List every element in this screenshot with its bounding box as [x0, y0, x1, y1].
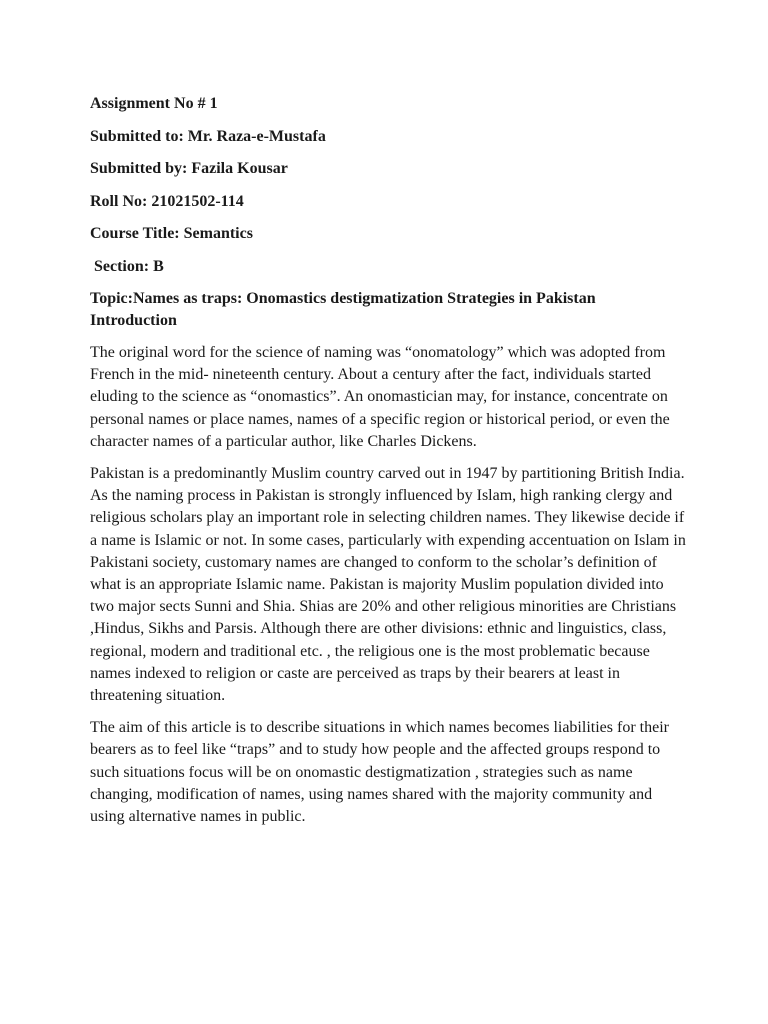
submitted-by: Submitted by: Fazila Kousar — [90, 160, 288, 177]
introduction-heading: Introduction — [90, 312, 177, 329]
course-title: Course Title: Semantics — [90, 225, 253, 242]
submitted-to: Submitted to: Mr. Raza-e-Mustafa — [90, 127, 326, 145]
section: Section: B — [94, 257, 164, 275]
topic-heading: Topic:Names as traps: Onomastics destigmatization Strategies in Pakistan — [90, 290, 596, 307]
paragraph-article-aim: The aim of this article is to describe situations in which names becomes liabilities for their bearers as to feel like “traps” and to study how people and the affected groups respond to such situations focus will be on onomastic destigmatization , strategies such as name changing, modification of names, using names shared with the majority community and using alternative names in public. — [90, 719, 669, 826]
roll-number: Roll No: 21021502-114 — [90, 192, 244, 210]
paragraph-pakistan-naming: Pakistan is a predominantly Muslim country carved out in 1947 by partitioning British India. As the naming process in Pakistan is strongly influenced by Islam, high ranking clergy and religious scholars play an important role in selecting children names. They likewise decide if a name is Islamic or not. In some cases, particularly with expending accentuation on Islam in Pakistani society, customary names are changed to conform to the scholar’s definition of what is an appropriate Islamic name. Pakistan is majority Muslim population divided into two major sects Sunni and Shia. Shias are 20% and other religious minorities are Christians ,Hindus, Sikhs and Parsis. Although there are other divisions: ethnic and linguistics, class, regional, modern and traditional etc. , the religious one is the most problematic because names indexed to religion or caste are perceived as traps by their bearers at least in threatening situation. — [90, 465, 686, 705]
paragraph-onomastics-definition: The original word for the science of naming was “onomatology” which was adopted from French in the mid- nineteenth century. About a century after the fact, individuals started eluding to the science as “onomastics”. An onomastician may, for instance, concentrate on personal names or place names, names of a specific region or historical period, or even the character names of a particular author, like Charles Dickens. — [90, 344, 670, 450]
assignment-number: Assignment No # 1 — [90, 95, 218, 112]
document-page — [90, 93, 690, 838]
